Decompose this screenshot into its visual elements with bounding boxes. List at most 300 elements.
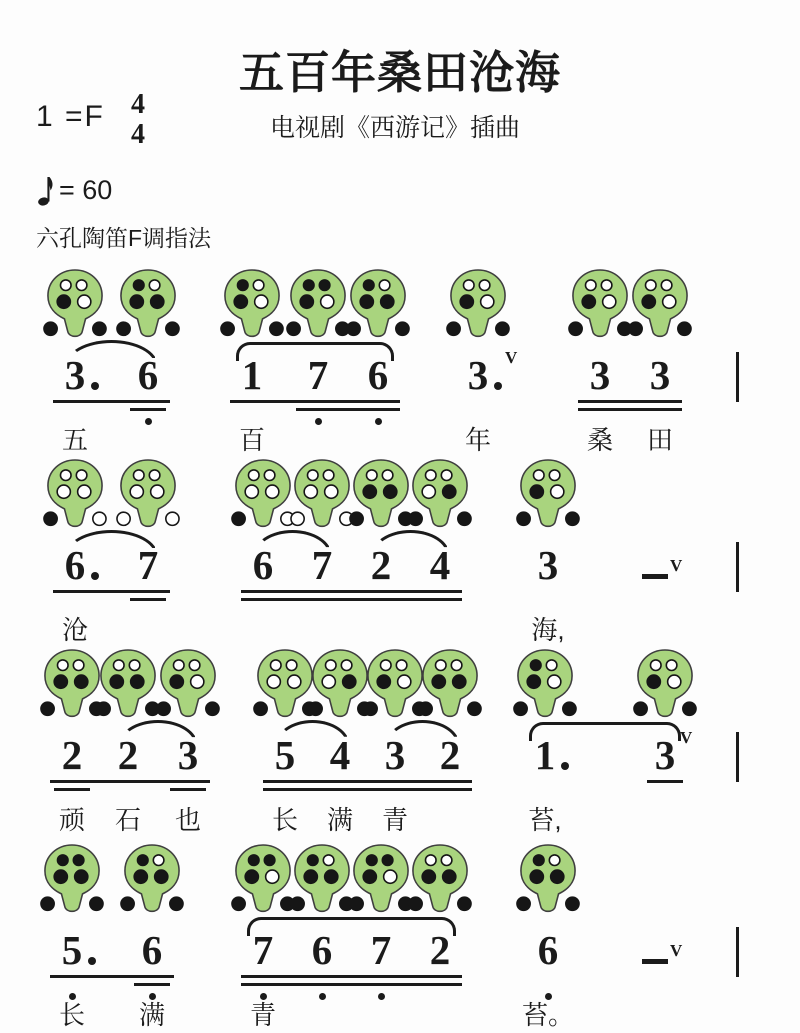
tone-hole-bottom-right-closed	[443, 870, 456, 883]
breath-mark: V	[505, 348, 518, 367]
duration-underline	[53, 400, 170, 403]
side-hole-right-closed	[90, 897, 103, 910]
augmentation-dot	[494, 382, 502, 390]
tone-hole-bottom-left-closed	[57, 295, 70, 308]
barline	[736, 732, 739, 782]
side-hole-right-closed	[683, 702, 696, 715]
tone-hole-bottom-right-closed	[131, 675, 144, 688]
tone-hole-bottom-left-closed	[245, 870, 258, 883]
side-hole-left-closed	[409, 512, 422, 525]
tone-hole-top-right-open	[73, 660, 84, 671]
time-signature-denominator: 4	[131, 119, 145, 150]
tone-hole-top-left-open	[248, 470, 259, 481]
lyric-char: 百	[238, 425, 265, 455]
augmentation-dot	[561, 762, 569, 770]
lyric-char: 也	[174, 805, 201, 835]
tone-hole-top-left-open	[435, 660, 446, 671]
note-number: 6	[141, 927, 163, 973]
ocarina-fingering-diagram	[42, 458, 108, 532]
ocarina-diagram-cell	[515, 843, 581, 917]
side-hole-left-closed	[121, 897, 134, 910]
tone-hole-bottom-left-closed	[422, 870, 435, 883]
song-title: 五百年桑田沧海	[238, 47, 561, 98]
tone-hole-bottom-right-open	[321, 295, 334, 308]
augmentation-dot	[91, 572, 99, 580]
lyric-char: 长	[58, 1000, 85, 1030]
barline	[736, 542, 739, 592]
tone-hole-top-right-open	[129, 660, 140, 671]
ocarina-fingering-diagram	[95, 648, 161, 722]
note-number: 5	[274, 732, 296, 778]
tone-hole-top-right-closed	[382, 855, 393, 866]
tone-hole-top-right-open	[153, 855, 164, 866]
tone-hole-top-left-open	[113, 660, 124, 671]
note-number: 7	[370, 927, 392, 973]
side-hole-left-closed	[364, 702, 377, 715]
extension-dash	[642, 574, 668, 579]
duration-underline	[263, 780, 472, 783]
tone-hole-top-right-closed	[73, 855, 84, 866]
tone-hole-top-right-open	[441, 855, 452, 866]
tone-hole-bottom-right-open	[255, 295, 268, 308]
lyric-char: 长	[271, 805, 298, 835]
ocarina-diagram-cell	[115, 458, 181, 532]
side-hole-right-closed	[170, 897, 183, 910]
tone-hole-top-left-open	[60, 470, 71, 481]
ocarina-fingering-diagram	[417, 648, 483, 722]
side-hole-right-closed	[93, 322, 106, 335]
subtitle: 电视剧《西游记》插曲	[269, 114, 520, 142]
duration-underline	[170, 788, 206, 791]
tone-hole-top-right-open	[76, 280, 87, 291]
side-hole-right-closed	[206, 702, 219, 715]
note-number: 5	[61, 927, 83, 973]
ocarina-diagram-cell	[407, 458, 473, 532]
note-number: 6	[367, 352, 389, 398]
tone-hole-bottom-right-closed	[443, 485, 456, 498]
ocarina-diagram-cell	[230, 458, 296, 532]
tone-hole-bottom-left-closed	[110, 675, 123, 688]
ocarina-fingering-diagram	[567, 268, 633, 342]
tone-hole-top-left-closed	[237, 280, 248, 291]
tone-hole-bottom-left-closed	[134, 870, 147, 883]
tone-hole-top-right-open	[264, 470, 275, 481]
side-hole-left-closed	[409, 897, 422, 910]
ocarina-fingering-diagram	[632, 648, 698, 722]
ocarina-fingering-diagram	[348, 458, 414, 532]
tone-hole-bottom-right-closed	[453, 675, 466, 688]
tone-hole-bottom-left-closed	[363, 870, 376, 883]
tone-hole-bottom-left-closed	[460, 295, 473, 308]
side-hole-left-closed	[232, 897, 245, 910]
ocarina-diagram-cell	[115, 268, 181, 342]
side-hole-right-closed	[496, 322, 509, 335]
lyric-char: 沧	[61, 615, 88, 645]
ocarina-diagram-cell	[515, 458, 581, 532]
breath-mark: V	[670, 941, 683, 960]
tone-hole-bottom-left-closed	[130, 295, 143, 308]
tone-hole-bottom-right-open	[266, 485, 279, 498]
tone-hole-bottom-left-closed	[170, 675, 183, 688]
tone-hole-top-right-open	[323, 855, 334, 866]
side-hole-left-closed	[44, 322, 57, 335]
duration-underline	[578, 400, 682, 403]
ocarina-diagram-cell	[567, 268, 633, 342]
ocarina-fingering-diagram	[39, 843, 105, 917]
tone-hole-top-left-open	[325, 660, 336, 671]
lyric-char: 顽	[58, 805, 85, 835]
barline	[736, 927, 739, 977]
tone-hole-bottom-right-open	[398, 675, 411, 688]
tone-hole-top-left-open	[463, 280, 474, 291]
duration-underline	[50, 975, 174, 978]
tone-hole-bottom-right-closed	[75, 675, 88, 688]
tone-hole-top-left-open	[425, 855, 436, 866]
ocarina-diagram-cell	[42, 268, 108, 342]
tone-hole-bottom-left-closed	[530, 870, 543, 883]
tone-hole-top-left-closed	[366, 855, 377, 866]
tone-hole-top-left-open	[650, 660, 661, 671]
ocarina-diagram-cell	[155, 648, 221, 722]
tone-hole-bottom-left-closed	[363, 485, 376, 498]
tone-hole-bottom-right-closed	[75, 870, 88, 883]
lyric-char: 桑	[586, 425, 613, 455]
lyric-char: 苔,	[528, 805, 562, 835]
duration-underline	[53, 590, 170, 593]
ocarina-fingering-diagram	[445, 268, 511, 342]
side-hole-left-closed	[221, 322, 234, 335]
low-octave-dot	[378, 993, 385, 1000]
tone-hole-top-right-open	[149, 470, 160, 481]
ocarina-fingering-diagram	[627, 268, 693, 342]
notation-row	[0, 648, 800, 848]
tone-hole-bottom-left-closed	[377, 675, 390, 688]
tone-hole-bottom-right-open	[78, 485, 91, 498]
ocarina-diagram-cell	[289, 843, 355, 917]
tone-hole-top-left-open	[380, 660, 391, 671]
side-hole-left-closed	[254, 702, 267, 715]
tone-hole-top-left-closed	[133, 280, 144, 291]
note-number: 2	[117, 732, 139, 778]
side-hole-left-closed	[350, 897, 363, 910]
lyric-char: 年	[464, 425, 491, 455]
note-number: 2	[61, 732, 83, 778]
tone-hole-bottom-right-closed	[381, 295, 394, 308]
tone-hole-top-left-open	[57, 660, 68, 671]
tone-hole-top-left-closed	[530, 660, 541, 671]
ocarina-diagram-cell	[632, 648, 698, 722]
tone-hole-bottom-left-open	[304, 485, 317, 498]
duration-underline	[50, 780, 210, 783]
tone-hole-bottom-right-open	[384, 870, 397, 883]
lyric-char: 满	[138, 1000, 165, 1030]
note-number: 3	[537, 542, 559, 588]
note-number: 4	[429, 542, 451, 588]
side-hole-left-closed	[232, 512, 245, 525]
duration-underline	[296, 408, 400, 411]
tone-hole-bottom-left-closed	[300, 295, 313, 308]
barline	[736, 352, 739, 402]
ocarina-fingering-diagram	[230, 843, 296, 917]
lyric-char: 青	[249, 1000, 276, 1030]
tone-hole-top-right-open	[441, 470, 452, 481]
tone-hole-top-left-open	[270, 660, 281, 671]
side-hole-left-closed	[41, 897, 54, 910]
side-hole-right-closed	[566, 512, 579, 525]
tone-hole-top-left-open	[133, 470, 144, 481]
note-number: 6	[64, 542, 86, 588]
breath-mark: V	[680, 728, 693, 747]
ocarina-diagram-cell	[289, 458, 355, 532]
side-hole-left-closed	[350, 512, 363, 525]
side-hole-left-closed	[347, 322, 360, 335]
tone-hole-bottom-right-closed	[155, 870, 168, 883]
tone-hole-bottom-left-closed	[527, 675, 540, 688]
tone-hole-bottom-left-closed	[582, 295, 595, 308]
tone-hole-top-right-open	[661, 280, 672, 291]
low-octave-dot	[145, 418, 152, 425]
side-hole-left-closed	[569, 322, 582, 335]
ocarina-fingering-diagram	[115, 268, 181, 342]
note-number: 6	[137, 352, 159, 398]
note-number: 1	[241, 352, 263, 398]
ocarina-fingering-diagram	[512, 648, 578, 722]
note-number: 2	[370, 542, 392, 588]
low-octave-dot	[315, 418, 322, 425]
side-hole-left-closed	[629, 322, 642, 335]
duration-underline	[130, 408, 166, 411]
tone-hole-top-left-closed	[363, 280, 374, 291]
ocarina-diagram-cell	[348, 458, 414, 532]
ocarina-fingering-diagram	[230, 458, 296, 532]
tone-hole-bottom-left-closed	[647, 675, 660, 688]
tone-hole-top-left-closed	[303, 280, 314, 291]
ocarina-fingering-diagram	[119, 843, 185, 917]
ocarina-diagram-cell	[219, 268, 285, 342]
duration-underline	[130, 598, 166, 601]
duration-underline	[230, 400, 400, 403]
tone-hole-top-left-closed	[533, 855, 544, 866]
tone-hole-bottom-right-open	[548, 675, 561, 688]
side-hole-left-closed	[634, 702, 647, 715]
tone-hole-bottom-right-open	[151, 485, 164, 498]
tone-hole-top-right-open	[323, 470, 334, 481]
notation-row	[0, 458, 800, 658]
side-hole-left-open	[117, 512, 130, 525]
tone-hole-bottom-left-closed	[360, 295, 373, 308]
duration-underline	[241, 590, 462, 593]
tone-hole-top-left-closed	[137, 855, 148, 866]
ocarina-fingering-diagram	[155, 648, 221, 722]
side-hole-left-closed	[517, 512, 530, 525]
side-hole-left-closed	[517, 897, 530, 910]
tone-hole-top-right-open	[549, 855, 560, 866]
tone-hole-top-right-open	[76, 470, 87, 481]
tone-hole-bottom-right-open	[668, 675, 681, 688]
tone-hole-top-left-open	[585, 280, 596, 291]
tempo-marking	[38, 174, 112, 207]
side-hole-left-closed	[97, 702, 110, 715]
tone-hole-bottom-right-closed	[384, 485, 397, 498]
note-number: 3	[64, 352, 86, 398]
side-hole-left-open	[291, 512, 304, 525]
side-hole-right-closed	[566, 897, 579, 910]
tone-hole-bottom-right-open	[663, 295, 676, 308]
side-hole-right-closed	[468, 702, 481, 715]
side-hole-left-closed	[419, 702, 432, 715]
lyric-char: 田	[646, 425, 673, 455]
ocarina-diagram-cell	[39, 843, 105, 917]
eighth-note-icon	[38, 174, 54, 207]
note-number: 7	[311, 542, 333, 588]
tone-hole-top-right-open	[341, 660, 352, 671]
note-number: 3	[649, 352, 671, 398]
note-number: 1	[534, 732, 556, 778]
tone-hole-bottom-left-closed	[432, 675, 445, 688]
augmentation-dot	[91, 382, 99, 390]
tone-hole-bottom-right-open	[603, 295, 616, 308]
note-number: 6	[537, 927, 559, 973]
tone-hole-bottom-right-open	[551, 485, 564, 498]
tone-hole-top-left-closed	[57, 855, 68, 866]
tone-hole-top-right-open	[382, 470, 393, 481]
ocarina-fingering-diagram	[285, 268, 351, 342]
tone-hole-bottom-right-closed	[551, 870, 564, 883]
lyric-char: 青	[381, 805, 408, 835]
lyric-char: 满	[326, 805, 353, 835]
lyric-char: 苔。	[521, 1000, 574, 1030]
ocarina-diagram-cell	[230, 843, 296, 917]
note-number: 6	[252, 542, 274, 588]
side-hole-left-closed	[514, 702, 527, 715]
notation-row	[0, 843, 800, 1033]
side-hole-right-closed	[563, 702, 576, 715]
note-number: 2	[429, 927, 451, 973]
duration-underline	[578, 408, 682, 411]
tone-hole-bottom-left-open	[322, 675, 335, 688]
notation-row	[0, 268, 800, 468]
duration-underline	[54, 788, 90, 791]
side-hole-right-closed	[396, 322, 409, 335]
note-number: 7	[137, 542, 159, 588]
note-number: 2	[439, 732, 461, 778]
tone-hole-bottom-left-open	[422, 485, 435, 498]
tone-hole-bottom-right-open	[191, 675, 204, 688]
note-number: 3	[384, 732, 406, 778]
side-hole-left-closed	[157, 702, 170, 715]
ocarina-diagram-cell	[119, 843, 185, 917]
tone-hole-top-left-open	[645, 280, 656, 291]
note-number: 3	[467, 352, 489, 398]
note-number: 4	[329, 732, 351, 778]
tone-hole-bottom-left-closed	[304, 870, 317, 883]
ocarina-diagram-cell	[348, 843, 414, 917]
side-hole-right-open	[166, 512, 179, 525]
tone-hole-bottom-left-closed	[54, 870, 67, 883]
breath-mark: V	[670, 556, 683, 575]
note-number: 3	[589, 352, 611, 398]
tone-hole-top-right-open	[666, 660, 677, 671]
side-hole-right-closed	[678, 322, 691, 335]
tone-hole-bottom-right-open	[288, 675, 301, 688]
lyric-char: 海,	[531, 615, 565, 645]
low-octave-dot	[375, 418, 382, 425]
tone-hole-top-right-open	[189, 660, 200, 671]
ocarina-fingering-diagram	[348, 843, 414, 917]
duration-underline	[263, 788, 472, 791]
extension-dash	[642, 959, 668, 964]
side-hole-left-closed	[291, 897, 304, 910]
side-hole-left-closed	[287, 322, 300, 335]
side-hole-right-open	[93, 512, 106, 525]
ocarina-fingering-diagram	[219, 268, 285, 342]
ocarina-fingering-diagram	[42, 268, 108, 342]
tone-hole-top-right-open	[479, 280, 490, 291]
tone-hole-top-left-open	[307, 470, 318, 481]
note-number: 3	[654, 732, 676, 778]
tone-hole-bottom-left-closed	[642, 295, 655, 308]
side-hole-right-closed	[166, 322, 179, 335]
tone-hole-bottom-left-closed	[54, 675, 67, 688]
tone-hole-top-right-open	[253, 280, 264, 291]
duration-underline	[134, 983, 170, 986]
side-hole-right-closed	[458, 512, 471, 525]
tone-hole-bottom-right-open	[78, 295, 91, 308]
low-octave-dot	[319, 993, 326, 1000]
ocarina-diagram-cell	[42, 458, 108, 532]
note-number: 7	[252, 927, 274, 973]
tone-hole-top-left-open	[425, 470, 436, 481]
augmentation-dot	[88, 957, 96, 965]
duration-underline	[647, 780, 683, 783]
ocarina-fingering-diagram	[515, 458, 581, 532]
tone-hole-bottom-right-open	[325, 485, 338, 498]
ocarina-fingering-diagram	[515, 843, 581, 917]
ocarina-diagram-cell	[512, 648, 578, 722]
note-number: 7	[307, 352, 329, 398]
ocarina-diagram-cell	[417, 648, 483, 722]
fingering-chart-label: 六孔陶笛F调指法	[36, 225, 212, 251]
ocarina-fingering-diagram	[289, 843, 355, 917]
tone-hole-top-left-closed	[307, 855, 318, 866]
tone-hole-top-right-open	[149, 280, 160, 291]
tone-hole-bottom-right-open	[481, 295, 494, 308]
tone-hole-top-right-open	[549, 470, 560, 481]
side-hole-right-closed	[458, 897, 471, 910]
tone-hole-top-right-open	[546, 660, 557, 671]
tone-hole-top-left-open	[173, 660, 184, 671]
ocarina-diagram-cell	[407, 843, 473, 917]
side-hole-left-closed	[44, 512, 57, 525]
ocarina-diagram-cell	[627, 268, 693, 342]
ocarina-fingering-diagram	[407, 458, 473, 532]
tone-hole-top-left-open	[60, 280, 71, 291]
key-signature: 1 =F	[36, 100, 105, 133]
ocarina-diagram-cell	[285, 268, 351, 342]
side-hole-left-closed	[309, 702, 322, 715]
side-hole-left-closed	[117, 322, 130, 335]
ocarina-diagram-cell	[345, 268, 411, 342]
tone-hole-bottom-left-open	[267, 675, 280, 688]
lyric-char: 石	[114, 805, 141, 835]
side-hole-left-closed	[447, 322, 460, 335]
lyric-char: 五	[61, 425, 88, 455]
tone-hole-top-right-closed	[264, 855, 275, 866]
duration-underline	[241, 983, 462, 986]
ocarina-fingering-diagram	[345, 268, 411, 342]
ocarina-fingering-diagram	[115, 458, 181, 532]
tone-hole-top-right-open	[379, 280, 390, 291]
